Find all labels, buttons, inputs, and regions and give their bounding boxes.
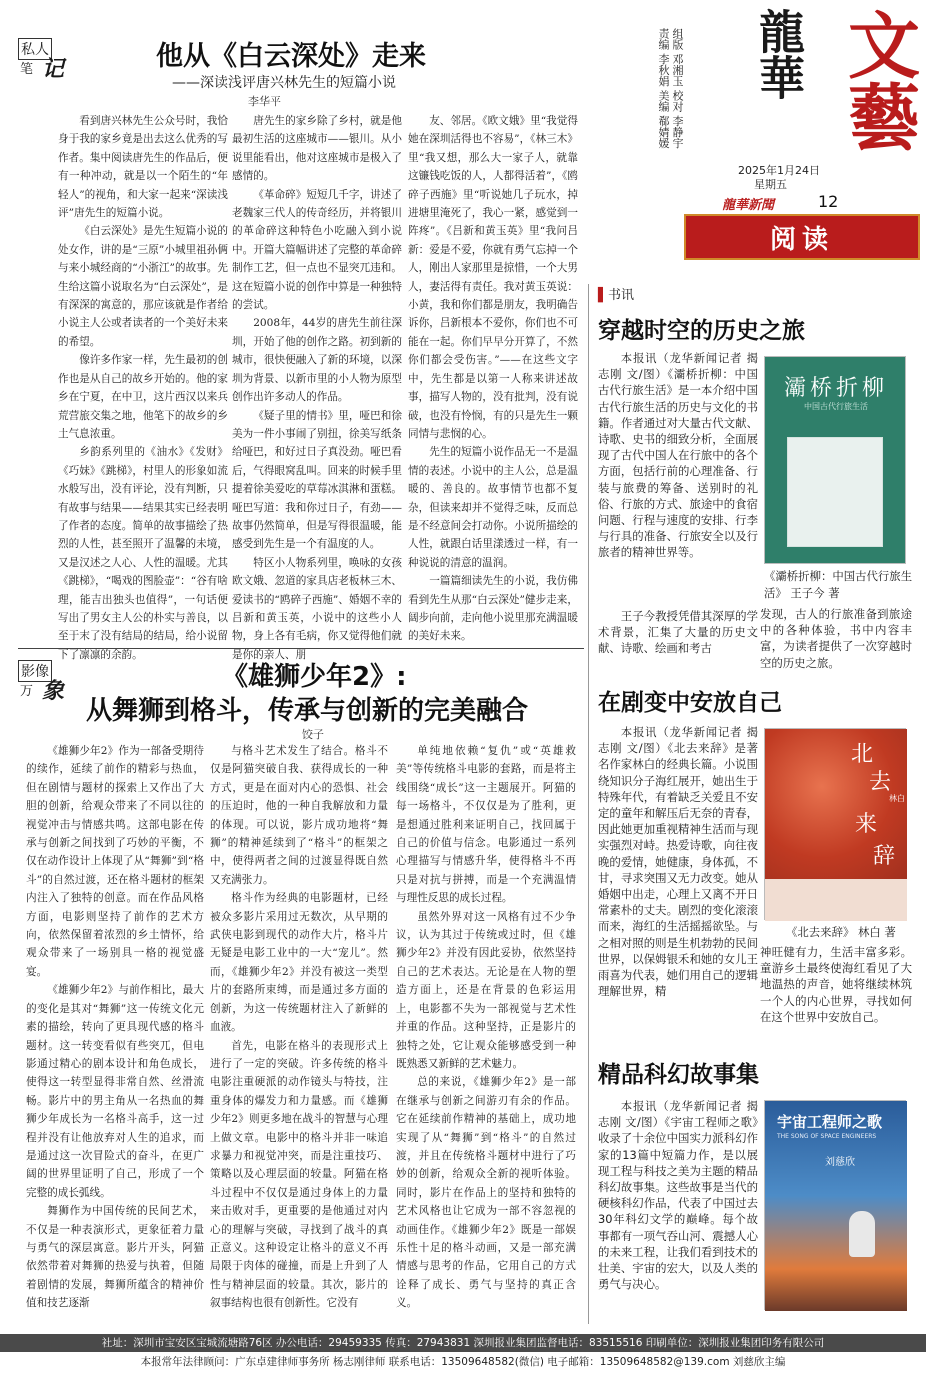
badge-top-text: 影像 [18, 660, 52, 682]
badge-bottom-text: 笔 [20, 62, 34, 77]
book2-cover-char-1: 北 [851, 742, 874, 767]
paragraph: 看到唐兴林先生公众号时，我恰身于我的家乡竟是出去这么优秀的写作者。集中阅读唐先生的作品后，便有一种冲动，就是以一个陌生的“年轻人”的视角，和大家一起来“深读浅评”唐先生的短篇小说。 [58, 115, 228, 220]
masthead-credits [628, 28, 684, 198]
paragraph: 《雄狮少年2》与前作相比，最大的变化是其对“舞狮”这一传统文化元素的描绘，转向了更具现代感的格斗题材。这一转变看似有些突兀，但电影通过精心的剧本设计和角色成长，使得这一转型显得非常自然、丝滑流畅。影片中的男主角从一名热血的舞狮少年成长为一名格斗高手，这一过程并没有让他放弃对人生的追求，而是通过这一次冒险式的奋斗，在更广阔的世界里证明了自己，形成了一个完整的成长弧线。 [26, 984, 204, 1199]
article2-column-1 [26, 742, 204, 1322]
book1-cover-art [787, 437, 883, 547]
book1-cover-title: 灞桥折柳 [783, 376, 888, 401]
book3-cover-en: THE SONG OF SPACE ENGINEERS [777, 1133, 877, 1140]
section-banner [684, 214, 920, 260]
book2-cover [764, 728, 906, 920]
book2-body-top [598, 724, 758, 1028]
article1-author: 李华平 [248, 95, 281, 108]
paragraph: 王子今教授凭借其深厚的学术背景，汇集了大量的历史文献、诗歌、绘画和考古 [598, 609, 758, 656]
article1-title: 他从《白云深处》走来 [156, 41, 426, 72]
column-badge-image-world [18, 660, 70, 704]
paragraph: 虽然外界对这一风格有过不少争议，认为其过于传统或过时，但《雄狮少年2》并没有因此妥协，依然坚持自己的艺术表达。无论是在人物的塑造方面上，还是在背景的色彩运用上，电影都不失为一部视觉与艺术性并重的作品。这种坚持，正是影片的独特之处，它让观众能够感受到一种既熟悉又新鲜的艺术魅力。 [396, 910, 576, 1070]
book1-title: 穿越时空的历史之旅 [598, 318, 805, 344]
article1-subtitle: ——深读浅评唐兴林先生的短篇小说 [172, 75, 396, 91]
paragraph: 本报讯（龙华新闻记者 揭志刚 文/图）《宇宙工程师之歌》收录了十余位中国实力派科幻作家的13篇中短篇力作，是以展现工程与科技之美为主题的精品科幻故事集。这些故事是当代的硬核科幻作品，代表了中国过去30年科幻文学的巅峰。每个故事都有一项气吞山河、震撼人心的未来工程，让我们看到技术的壮美、宇宙的宏大，以及人类的勇气与决心。 [598, 1099, 758, 1292]
book2-cover-char-4: 辞 [873, 844, 896, 869]
paragraph: 《雄狮少年2》作为一部备受期待的续作，延续了前作的精彩与热血，但在剧情与题材的探索上又作出了大胆的创新，给观众带来了不同以往的视觉冲击与情感共鸣。这部电影在传承与创新之间找到了巧妙的平衡，不仅在动作设计上体现了从“舞狮”到“格斗”的自然过渡，还在格斗题材的框架内注入了独特的创意。而在作品风格方面，电影则坚持了前作的艺术方向，依然保留着浓烈的乡土情怀，给观众带来了一场别具一格的视觉盛宴。 [26, 745, 204, 978]
paragraph: 总的来说，《雄狮少年2》是一部在继承与创新之间游刃有余的作品。它在延续前作精神的基础上，成功地实现了从“舞狮”到“格斗”的自然过渡，并且在传统格斗题材中进行了巧妙的创新，给观众全新的视听体验。同时，影片在作品上的坚持和独特的艺术风格也让它成为一部不容忽视的动画佳作。《雄狮少年2》既是一部娱乐性十足的格斗动画，又是一部充满情感与思考的作品，它用自己的方式诠释了成长、勇气与坚持的真正含义。 [396, 1076, 576, 1310]
credits-line-2: 责编 李秋娟 美编 郗婧媛 [657, 28, 670, 149]
page-number: 12 [818, 192, 839, 211]
issue-date: 2025年1月24日 [738, 164, 820, 177]
article2-author: 饺子 [302, 728, 324, 741]
book2-cover-author: 林白 [889, 794, 905, 803]
book2-cover-band [765, 879, 907, 921]
paragraph: 一篇篇细读先生的小说，我仿佛看到先生从那“白云深处”健步走来，阔步向前，走向他小说里那充满温暖的美好未来。 [408, 575, 578, 643]
book2-body-bottom [760, 944, 912, 1030]
badge-top-text: 私人 [18, 38, 52, 60]
book3-title: 精品科幻故事集 [598, 1062, 759, 1088]
footer-legal: 本报常年法律顾问：广东卓建律师事务所 杨志刚律师 联系电话：13509648582(微信) 电子邮箱：13509648582@139.com 刘慈欣主编 [140, 1356, 786, 1368]
book2-caption: 《北去来辞》 林白 著 [786, 925, 896, 939]
book1-caption: 《灞桥折柳：中国古代行旅生活》 王子今 著 [764, 569, 913, 600]
badge-big-text: 记 [42, 56, 65, 82]
book2-cover-char-3: 来 [855, 812, 878, 837]
book1-body-right [760, 606, 912, 670]
article2-column-2 [210, 742, 388, 1322]
paragraph: 唐先生的家乡除了乡村，就是他最初生活的这座城市——银川。从小说里能看出，他对这座城市是极入了感情的。 [232, 115, 402, 183]
article2-column-3 [396, 742, 576, 1322]
paragraph: 像许多作家一样，先生最初的创作也是从自己的故乡开始的。他的家乡在宁夏，在中卫，这片西汉以来兵荒营旅交集之地，他笔下的故乡的乡土气息浓重。 [58, 354, 228, 440]
paragraph: 《白云深处》是先生短篇小说的处女作，讲的是“三原”小城里祖孙俩与来小城经商的“小浙江”的故事。先生给这篇小说取名为“白云深处”，是有深深的寓意的，那应该就是作者给小说主人公或者读者的一个美好未来的希望。 [58, 225, 228, 348]
book3-body [598, 1098, 758, 1320]
book1-body-bottom [598, 608, 758, 658]
badge-bottom-text: 万 [20, 684, 34, 699]
paragraph: 特区小人物系列里，唤咏的女孩欧文娥、忽道的家具店老板林三木、爱读书的“鸥碎子西施”、婚姻不幸的吕新和黄玉英，小说中的这些小人物，身上各有毛病，你又觉得他们就是你的亲人、朋 [232, 556, 402, 661]
paragraph: 《革命碎》短短几千字，讲述了老魏家三代人的传奇经历，并将银川的革命碎这种特色小吃融入到小说中。开篇大篇幅讲述了完整的革命碎制作工艺，但一点也不显突兀违和。这在短篇小说的创作中算是一种独特的尝试。 [232, 188, 402, 312]
paragraph: 与格斗艺术发生了结合。格斗不仅是阿猫突破自我、获得成长的一种方式，更是在面对内心的恐惧、社会的压迫时，他的一种自我解放和力量的体现。可以说，影片成功地将“舞狮”的精神延续到了“格斗”的框架之中，使得两者之间的过渡显得既自然又充满张力。 [210, 745, 388, 886]
logo-long-hua: 龍華 [752, 8, 806, 100]
paragraph: 本报讯（龙华新闻记者 揭志刚 文/图）《北去来辞》是著名作家林白的经典长篇。小说围绕知识分子海红展开，她出生于特殊年代，有着缺乏关爱且不安定的童年和解压后无奈的青春，因此她更加重视精神生活而与现实强烈对峙。热爱诗歌，向往夜晚的爱情，她健康，身体孤，不甘，寻求突围又无力改变。她从婚姻中出走，心理上又离不开日常素朴的丈夫。剧烈的变化滚滚而来，海红的生活摇摇欲坠。与之相对照的则是生机勃勃的民间世界，以保姆银禾和她的女儿王雨喜为代表，她们用自己的逻辑理解世界，精 [598, 725, 758, 999]
book1-cover [764, 356, 906, 564]
book3-cover [764, 1100, 906, 1310]
badge-big-text: 象 [42, 678, 65, 704]
paragraph: 首先，电影在格斗的表现形式上进行了一定的突破。许多传统的格斗电影注重硬派的动作镜头与特技，注重身体的爆发力和力量感。而《雄狮少年2》则更多地在战斗的智慧与心理上做文章。电影中的格斗并非一味追求暴力和视觉冲突，而是注重技巧、策略以及心理层面的较量。阿猫在格斗过程中不仅仅是通过身体上的力量来击败对手，更重要的是他通过对内心的理解与突破，寻找到了战斗的真正意义。这种设定让格斗的意义不再局限于肉体的碰撞，而是上升到了人性与精神层面的较量。其次，影片的叙事结构也很有创新性。它没有 [210, 1039, 388, 1310]
article1-column-1 [58, 112, 228, 661]
issue-weekday: 星期五 [754, 178, 787, 191]
divider [18, 648, 584, 649]
book3-cover-title: 宇宙工程师之歌 [777, 1113, 883, 1131]
paragraph: 发现，古人的行旅准备到旅途中的各种体验，书中内容丰富，为读者提供了一次穿越时空的历史之旅。 [760, 607, 912, 670]
article2-title-line-1: 《雄狮少年2》: [222, 662, 407, 692]
astronaut-icon [849, 1211, 875, 1257]
article2-title-line-2: 从舞狮到格斗，传承与创新的完美融合 [86, 696, 529, 726]
book3-cover-editor: 刘慈欣 [825, 1157, 855, 1168]
paragraph: 先生的短篇小说作品无一不是温情的表述。小说中的主人公，总是温暖的、善良的。故事情节也都不复杂，但读来却并不觉得乏味，反而总是不经意间会打动你。小说所描绘的人性，就跟白话里漾透过一样，有一种说说的清意的温润。 [408, 446, 578, 569]
paragraph: 《疑子里的情书》里，哑巴和徐美为一件小事闹了别扭，徐美写纸条给哑巴，和好过日子真没劲。哑巴看后，气得眼窝乱叫。回来的时候手里提着徐美爱吃的草莓冰淇淋和蛋糕。哑巴写道：我和你过日子，有劲——故事仍然简单，但是写得很温暖，能感受到先生是一个有温度的人。 [232, 409, 402, 551]
article1-column-2 [232, 112, 402, 661]
paper-name: 龍華新聞 [722, 198, 775, 213]
masthead [628, 8, 920, 260]
books-label-text: 书讯 [608, 288, 635, 303]
paragraph: 2008年，44岁的唐先生前往深圳，开始了他的创作之路。初到新的城市，很快便融入了新的环境，以深圳为背景、以新市里的小人物为原型创作出许多动人的作品。 [232, 317, 402, 404]
footer-bar [0, 1334, 926, 1352]
paragraph: 本报讯（龙华新闻记者 揭志刚 文/图）《灞桥折柳：中国古代行旅生活》是一本介绍中国古代行旅生活的历史与文化的书籍。作者通过对大量古代文献、诗歌、史书的细致分析，全面展现了古代中国人在行旅中的各个方面，包括行前的心理准备、行装与旅费的筹备、送别时的礼俗、行旅的方式、旅途中的食宿问题、行程与速度的安排、行李与行具的准备、行旅安全以及行旅者的精神世界等。 [598, 351, 758, 560]
paragraph: 舞狮作为中国传统的民间艺术，不仅是一种表演形式，更象征着力量与勇气的深层寓意。影片开头，阿猫依然带着对舞狮的热爱与执着，但随着剧情的发展，舞狮所蕴含的精神价值和技艺逐渐 [26, 1205, 204, 1310]
book1-body-top [598, 350, 758, 610]
credits-line-1: 组版 邓湘玉 校对 李静宇 [671, 28, 684, 149]
paragraph: 乡韵系列里的《油水》《发财》《巧妹》《跳梯》，村里人的形象如流水般写出，没有评论，没有判断，只有故事与结果——结果其实已经表明了作者的态度。简单的故事描绘了热烈的人性，甚至照开了温馨的未境，又是汉述之人心、人性的温暖。尤其《跳梯》，“喝戏的图脸壶”：“谷有啥理，能吉出独头也值得”，一句话便写出了男女主人公的朴实与善良，以至于末了没有结局的结局，给小说留下了凛凛的余韵。 [58, 446, 228, 661]
label-mark: ▌ [598, 288, 608, 303]
footer-address: 社址：深圳市宝安区宝城流塘路76区 办公电话：29459335 传真：27943831 深圳报业集团监督电话：83515516 印刷单位：深圳报业集团印务有限公司 [101, 1337, 825, 1349]
paragraph: 单纯地依赖“复仇”或“英雄救美”等传统格斗电影的套路，而是将主线围绕“成长”这一主题展开。阿猫的每一场格斗，不仅仅是为了胜利，更是想通过胜利来证明自己，找回属于自己的价值与信念。电影通过一系列心理描写与情感升华，使得格斗不再只是对抗与拼搏，而是一个充满温情与理性反思的成长过程。 [396, 745, 576, 905]
books-section-label [598, 284, 634, 303]
column-badge-private-notes [18, 38, 70, 82]
section-name: 阅读 [769, 224, 834, 255]
book2-cover-char-2: 去 [869, 770, 892, 795]
logo-wen-yi: 文藝 [836, 8, 921, 152]
paragraph: 格斗作为经典的电影题材，已经被众多影片采用过无数次，从早期的武侠电影到现代的动作大片，格斗片无疑是电影工业中的一大“宠儿”。然而，《雄狮少年2》并没有被这一类型片的套路所束缚，而是通过多方面的创新，为这一传统题材注入了新鲜的血液。 [210, 892, 388, 1034]
book1-cover-subtitle: 中国古代行旅生活 [804, 402, 868, 411]
paragraph: 神旺健有力，生活丰富多彩。童游乡土最终使海红看见了大地温热的声音，她将继续林筑一个人的内心世界，寻找如何在这个世界中安放自己。 [760, 945, 912, 1024]
vertical-divider [588, 284, 589, 1324]
book2-title: 在剧变中安放自己 [598, 690, 782, 716]
article1-column-3 [408, 112, 578, 643]
paragraph: 友、邻居。《欧文娥》里“我觉得她在深圳活得也不容易”，《林三木》里“我又想，那么大一家子人，就靠这镰钱吃饭的人，人都得活着”，《鸥碎子西施》里“听说她几子玩水，掉进塘里淹死了，我心一紧，感觉到一阵疼”。《吕新和黄玉英》里“我问吕新：爱是不爱，你就有勇气忘掉一个人，刚出人家那里是掠惜，一个大男人，妻活得有责任。我对黄玉英说：小黄，我和你们都是朋友，我明确告诉你，吕新根本不爱你，你们也不可能在一起。你们早早分开算了，不然你们都会受伤害。”——在这些文字中，先生都是以第一人称来讲述故事，描写人物的，没有批判，没有说破，也没有怜悯，有的只是先生一颗同情与悲悯的心。 [408, 115, 578, 440]
